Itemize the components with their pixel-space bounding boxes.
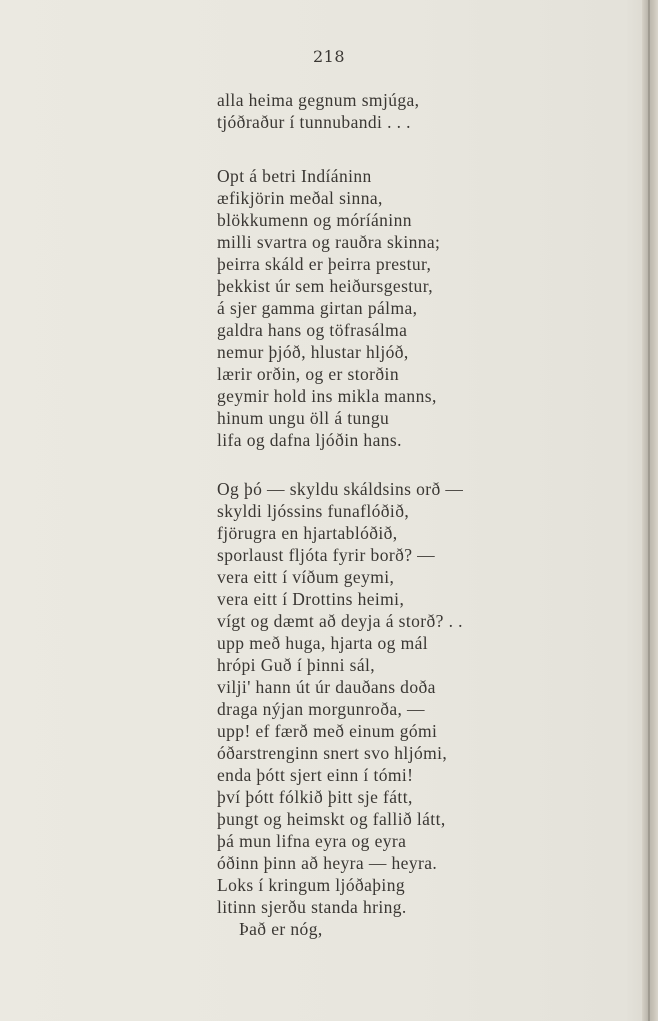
poem-line: á sjer gamma girtan pálma, <box>217 298 418 318</box>
page-edge <box>642 0 658 1021</box>
poem-line: þeirra skáld er þeirra prestur, <box>217 254 432 274</box>
poem-line: Og þó — skyldu skáldsins orð — <box>217 479 464 499</box>
poem-line: Opt á betri Indíáninn <box>217 166 372 186</box>
stanza-1 <box>217 89 419 133</box>
poem-line: Það er nóg, <box>239 919 323 939</box>
stanza-2 <box>217 165 440 451</box>
poem-line: draga nýjan morgunroða, — <box>217 699 425 719</box>
poem-line: vera eitt í víðum geymi, <box>217 567 395 587</box>
poem-line: skyldi ljóssins funaflóðið, <box>217 501 410 521</box>
poem-line: lifa og dafna ljóðin hans. <box>217 430 402 450</box>
poem-line: lærir orðin, og er storðin <box>217 364 399 384</box>
poem-line: hrópi Guð í þinni sál, <box>217 655 376 675</box>
poem-line: vilji' hann út úr dauðans doða <box>217 677 436 697</box>
poem-line: fjörugra en hjartablóðið, <box>217 523 398 543</box>
poem-line: vígt og dæmt að deyja á storð? . . <box>217 611 463 631</box>
poem-line: geymir hold ins mikla manns, <box>217 386 437 406</box>
poem-line: þungt og heimskt og fallið látt, <box>217 809 446 829</box>
poem-line: galdra hans og töfrasálma <box>217 320 408 340</box>
poem-line: óðarstrenginn snert svo hljómi, <box>217 743 448 763</box>
poem-line: tjóðraður í tunnubandi . . . <box>217 112 411 132</box>
page-number: 218 <box>312 47 346 66</box>
stanza-3 <box>217 478 463 940</box>
poem-line: milli svartra og rauðra skinna; <box>217 232 441 252</box>
poem-line: því þótt fólkið þitt sje fátt, <box>217 787 413 807</box>
poem-line: Loks í kringum ljóðaþing <box>217 875 405 895</box>
poem-line: vera eitt í Drottins heimi, <box>217 589 405 609</box>
poem-line: upp með huga, hjarta og mál <box>217 633 429 653</box>
poem-line: alla heima gegnum smjúga, <box>217 90 420 110</box>
poem-line: æfikjörin meðal sinna, <box>217 188 383 208</box>
poem-line: enda þótt sjert einn í tómi! <box>217 765 414 785</box>
poem-line: þá mun lifna eyra og eyra <box>217 831 407 851</box>
poem-line: óðinn þinn að heyra — heyra. <box>217 853 438 873</box>
poem-line: þekkist úr sem heiðursgestur, <box>217 276 434 296</box>
poem-line: blökkumenn og móríáninn <box>217 210 412 230</box>
poem-line: litinn sjerðu standa hring. <box>217 897 407 917</box>
binding-line <box>648 0 650 1021</box>
poem-line: hinum ungu öll á tungu <box>217 408 390 428</box>
poem-line: sporlaust fljóta fyrir borð? — <box>217 545 436 565</box>
poem-line: upp! ef færð með einum gómi <box>217 721 438 741</box>
poem-line: nemur þjóð, hlustar hljóð, <box>217 342 409 362</box>
